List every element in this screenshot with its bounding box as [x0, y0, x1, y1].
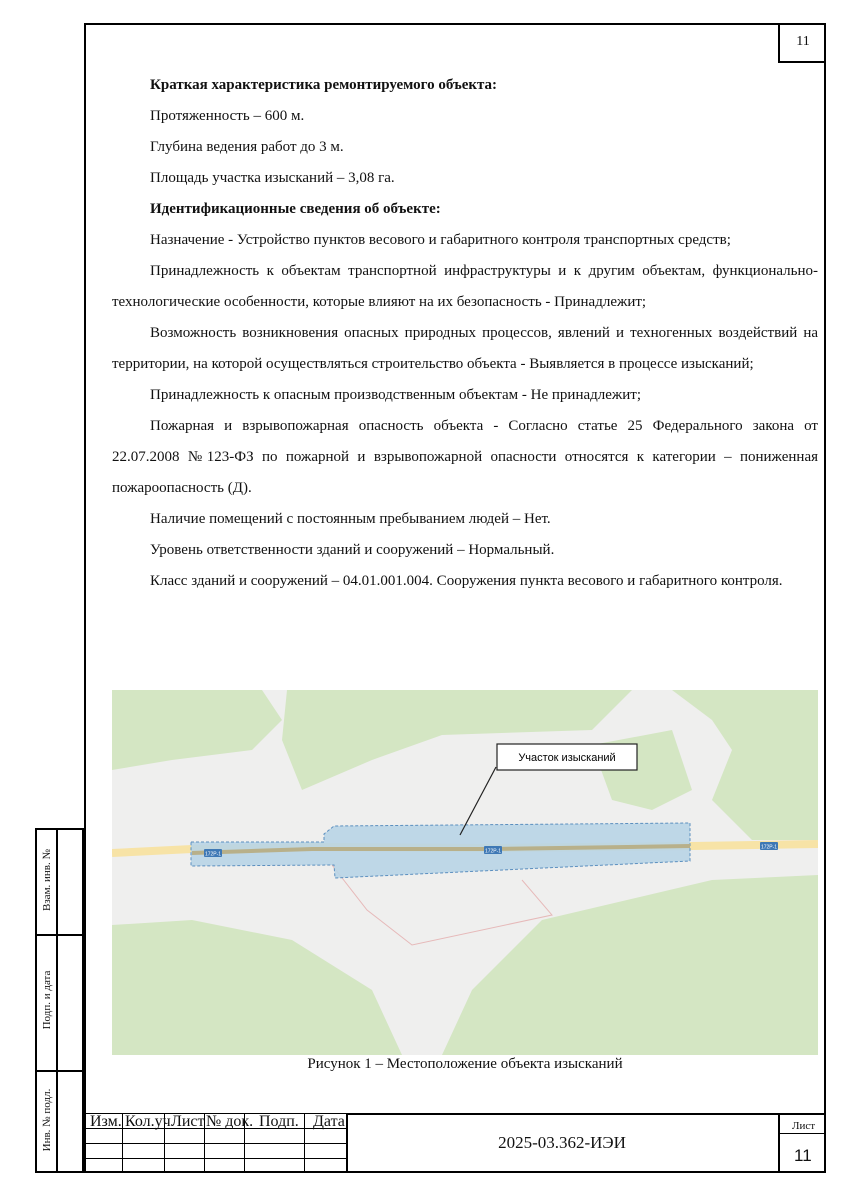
heading-identification: Идентификационные сведения об объекте: [150, 201, 441, 217]
svg-text:172Р-1: 172Р-1 [204, 851, 222, 858]
text-fire: Пожарная и взрывопожарная опасность объекта - Согласно статье 25 Федерального закона от 22.07.2008 №123-ФЗ по пожарной и взрывопожарной опасности относятся к категории – пониженная пожароопасность (Д). [112, 418, 818, 496]
left-sidebar [35, 828, 84, 1173]
text-depth: Глубина ведения работ до 3 м. [150, 139, 344, 155]
stamp-col-kol: Кол.уч [125, 1113, 171, 1130]
stamp-col-ndoc: № док. [206, 1113, 254, 1130]
text-purpose: Назначение - Устройство пунктов весового и габаритного контроля транспортных средств; [150, 232, 731, 248]
stamp-col-data: Дата [313, 1113, 345, 1130]
text-length: Протяженность – 600 м. [150, 108, 305, 124]
sheet-label: Лист [792, 1120, 816, 1132]
svg-text:172Р-1: 172Р-1 [760, 844, 778, 851]
text-hazards: Возможность возникновения опасных природных процессов, явлений и техногенных воздействий на территории, на которой осуществляться строительство объекта - Выявляется в процессе изысканий; [112, 325, 818, 372]
heading-short-characteristics: Краткая характеристика ремонтируемого объекта: [150, 77, 498, 93]
sheet-number: 11 [794, 1146, 812, 1165]
road-badge-center [484, 846, 502, 855]
stamp-col-izm: Изм. [90, 1113, 122, 1130]
figure-caption: Рисунок 1 – Местоположение объекта изысканий [307, 1056, 623, 1072]
sidebar-label-vzam: Взам. инв. № [41, 849, 53, 911]
text-responsibility: Уровень ответственности зданий и сооружений – Нормальный. [150, 542, 555, 558]
text-area: Площадь участка изысканий – 3,08 га. [150, 170, 395, 186]
stamp-col-list: Лист [171, 1113, 205, 1130]
map-svg [112, 690, 818, 1055]
document-body [112, 70, 818, 597]
document-code: 2025-03.362-ИЭИ [498, 1133, 626, 1152]
text-class: Класс зданий и сооружений – 04.01.001.004. Сооружения пункта весового и габаритного контроля. [150, 573, 783, 589]
road-badge-right [760, 842, 778, 851]
stamp-col-podp: Подп. [259, 1113, 299, 1130]
sidebar-label-podp: Подп. и дата [41, 970, 53, 1030]
location-map [112, 690, 818, 1055]
sidebar-label-inv: Инв. № подл. [41, 1088, 53, 1152]
text-industrial: Принадлежность к опасным производственным объектам - Не принадлежит; [150, 387, 642, 403]
page-number-top: 11 [778, 23, 826, 63]
svg-text:172Р-1: 172Р-1 [484, 848, 502, 855]
text-infrastructure: Принадлежность к объектам транспортной инфраструктуры и к другим объектам, функционально-технологические особенности, которые влияют на их безопасность - Принадлежит; [112, 263, 818, 310]
text-rooms: Наличие помещений с постоянным пребыванием людей – Нет. [150, 511, 551, 527]
callout-label: Участок изысканий [518, 752, 616, 764]
road-badge-left [204, 849, 222, 858]
